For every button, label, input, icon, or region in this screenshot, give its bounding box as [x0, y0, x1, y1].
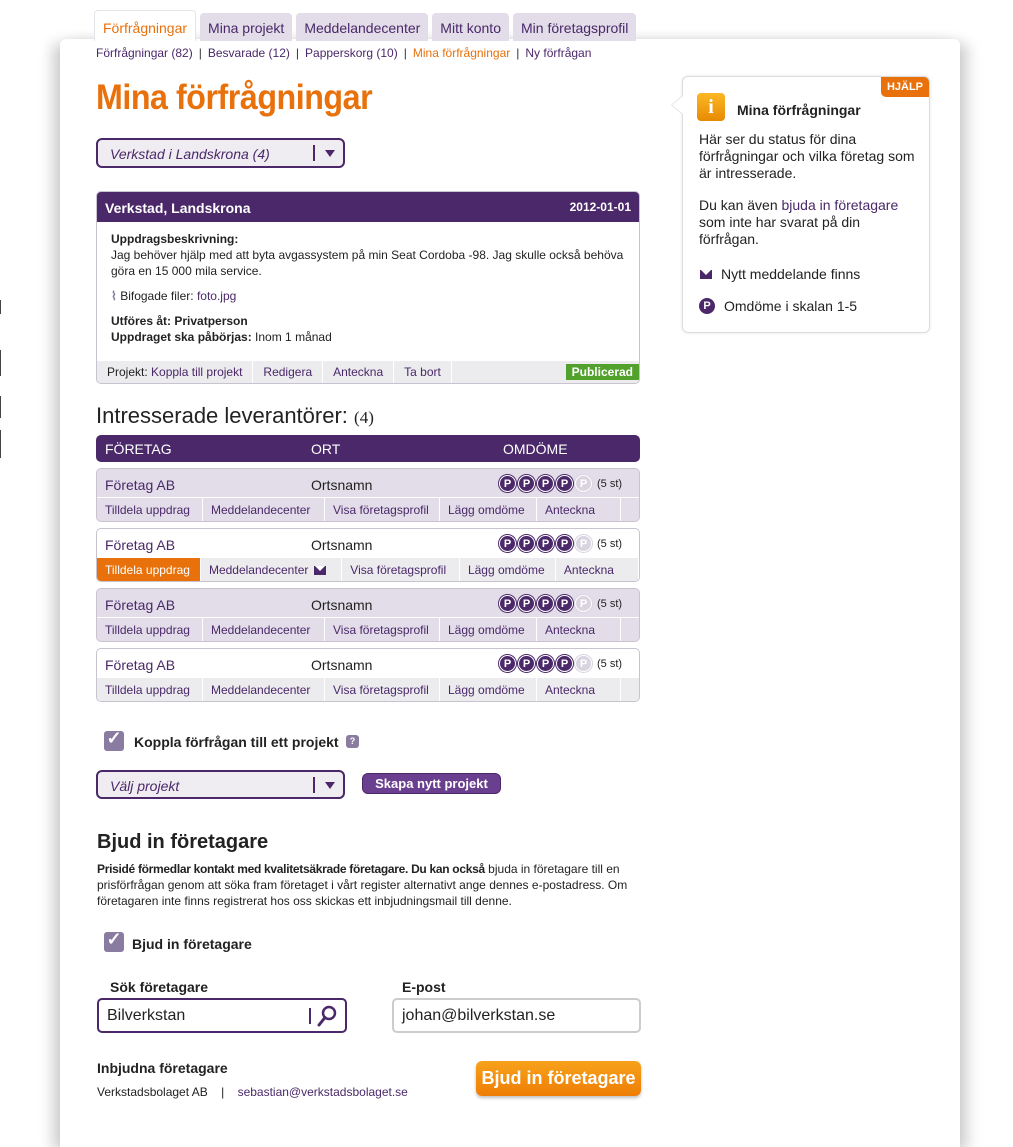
tab-min-foretagsprofil[interactable]: Min företagsprofil — [513, 13, 636, 41]
request-date: 2012-01-01 — [569, 200, 631, 214]
message-center-button[interactable] — [203, 678, 325, 701]
envelope-icon — [700, 270, 712, 279]
info-icon: i — [697, 93, 725, 121]
link-project-link[interactable]: Koppla till projekt — [151, 365, 243, 379]
supplier-company-link[interactable]: Företag AB — [105, 657, 176, 673]
column-rating: OMDÖME — [503, 441, 568, 457]
project-select-value: Välj projekt — [110, 778, 180, 794]
rating-count: (5 st) — [597, 658, 623, 670]
view-profile-button-label: Visa företagsprofil — [333, 503, 429, 517]
view-profile-button[interactable] — [325, 618, 440, 641]
search-input[interactable] — [97, 998, 347, 1033]
supplier-company-link[interactable]: Företag AB — [105, 537, 176, 553]
add-rating-button[interactable] — [440, 618, 537, 641]
help-para2-after: som inte har svarat på din förfrågan. — [699, 214, 861, 247]
request-select-value: Verkstad i Landskrona (4) — [110, 146, 270, 162]
add-rating-button-label: Lägg omdöme — [467, 563, 545, 577]
message-center-button[interactable] — [203, 498, 325, 521]
checkmark-icon: ✓ — [106, 929, 122, 949]
note-button[interactable] — [556, 558, 639, 581]
message-center-button-label: Meddelandecenter — [208, 563, 309, 577]
request-title: Verkstad, Landskrona — [105, 200, 251, 216]
note-button[interactable] — [537, 498, 621, 521]
paperclip-icon: ⌇ — [111, 289, 117, 303]
table-row — [96, 648, 640, 702]
help-box — [682, 76, 930, 333]
edit-button[interactable]: Redigera — [253, 361, 323, 383]
supplier-rating — [499, 595, 592, 612]
start-row — [111, 329, 625, 345]
rating-p-icon: P — [575, 655, 592, 672]
performed-for-label: Utföres åt: — [111, 314, 172, 328]
invited-email-link[interactable]: sebastian@verkstadsbolaget.se — [237, 1085, 408, 1099]
email-field-value: johan@bilverkstan.se — [402, 1007, 556, 1024]
link-project-label: Koppla förfrågan till ett projekt — [134, 734, 339, 750]
supplier-town: Ortsnamn — [311, 657, 373, 673]
attachment-link[interactable]: foto.jpg — [196, 289, 237, 303]
start-value: Inom 1 månad — [255, 330, 332, 344]
rating-p-icon: P — [518, 655, 535, 672]
rating-p-icon: P — [499, 535, 516, 552]
supplier-rating — [499, 475, 592, 492]
help-title: Mina förfrågningar — [737, 102, 861, 118]
assign-button[interactable] — [97, 618, 203, 641]
help-para2-before: Du kan även — [699, 197, 782, 213]
select-divider — [313, 145, 315, 161]
rating-count: (5 st) — [597, 478, 623, 490]
performed-for-value: Privatperson — [174, 314, 248, 328]
rating-p-icon: P — [499, 475, 516, 492]
note-button[interactable] — [537, 678, 621, 701]
invite-description-rest: bjuda in företagare till en prisförfrågan genom att söka fram företaget i vårt register alternativt ange dennes e-postadress. Om företagaren inte finns registrerat hos oss skickas ett inbjudningsmail till denne. — [97, 862, 628, 908]
attachments — [111, 288, 625, 304]
attachments-label: Bifogade filer: — [120, 289, 194, 303]
subnav-mina-forfragningar[interactable]: Mina förfrågningar — [412, 46, 511, 60]
supplier-actions — [97, 557, 639, 581]
supplier-town: Ortsnamn — [311, 477, 373, 493]
subnav-papperskorg[interactable]: Papperskorg (10) — [305, 46, 398, 60]
select-divider — [313, 777, 315, 793]
rating-p-icon: P — [499, 595, 516, 612]
message-center-button-label: Meddelandecenter — [211, 623, 311, 637]
subnav-forfragningar[interactable]: Förfrågningar (82) — [96, 46, 193, 60]
assign-button[interactable] — [97, 678, 203, 701]
project-cell — [97, 361, 253, 383]
suppliers-table-header — [96, 435, 640, 462]
chevron-down-icon — [325, 782, 335, 789]
view-profile-button[interactable] — [342, 558, 460, 581]
assign-button-label: Tilldela uppdrag — [105, 683, 190, 697]
subnav-ny-forfragan[interactable]: Ny förfrågan — [525, 46, 592, 60]
email-label: E-post — [402, 979, 446, 995]
create-project-button[interactable]: Skapa nytt projekt — [362, 773, 501, 794]
rating-p-icon: P — [537, 595, 554, 612]
table-row — [96, 588, 640, 642]
suppliers-count: (4) — [354, 408, 374, 427]
rating-p-icon: P — [537, 475, 554, 492]
rating-count: (5 st) — [597, 538, 623, 550]
rating-count: (5 st) — [597, 598, 623, 610]
view-profile-button-label: Visa företagsprofil — [350, 563, 447, 577]
assign-button[interactable] — [97, 498, 203, 521]
page-title: Mina förfrågningar — [96, 78, 373, 117]
supplier-actions — [97, 677, 639, 701]
message-center-button-label: Meddelandecenter — [211, 503, 311, 517]
add-rating-button-label: Lägg omdöme — [448, 623, 525, 637]
rating-p-icon: P — [518, 595, 535, 612]
search-label: Sök företagare — [110, 979, 209, 995]
request-card-body — [97, 222, 639, 354]
note-button-label: Anteckna — [563, 563, 614, 577]
delete-button[interactable]: Ta bort — [394, 361, 452, 383]
message-center-button-label: Meddelandecenter — [211, 683, 311, 697]
tab-forfragningar[interactable]: Förfrågningar — [94, 10, 196, 41]
rating-p-icon: P — [699, 298, 715, 314]
assign-button-label: Tilldela uppdrag — [105, 623, 190, 637]
add-rating-button[interactable] — [460, 558, 556, 581]
sub-navigation: Förfrågningar (82) | Besvarade (12) | Papperskorg (10) | Mina förfrågningar | Ny förfrågan — [96, 46, 592, 60]
column-town: ORT — [311, 441, 341, 457]
add-rating-button-label: Lägg omdöme — [448, 683, 525, 697]
description-text: Jag behöver hjälp med att byta avgassystem på min Seat Cordoba -98. Jag skulle också behöva göra en 15 000 mila service. — [111, 248, 624, 278]
legend-rating-text: Omdöme i skalan 1-5 — [724, 298, 858, 314]
supplier-rating — [499, 655, 592, 672]
rating-p-icon: P — [518, 475, 535, 492]
request-card — [96, 191, 640, 384]
view-profile-button[interactable] — [325, 678, 440, 701]
suppliers-heading-text: Intresserade leverantörer: — [96, 403, 348, 428]
note-button[interactable]: Anteckna — [323, 361, 394, 383]
note-button-label: Anteckna — [545, 683, 596, 697]
message-center-button[interactable] — [203, 618, 325, 641]
performed-for — [111, 313, 625, 329]
request-card-header — [97, 192, 639, 222]
rating-p-icon: P — [537, 655, 554, 672]
rating-p-icon: P — [575, 595, 592, 612]
note-button[interactable] — [537, 618, 621, 641]
help-notch — [671, 95, 683, 115]
invited-entry — [97, 1085, 408, 1099]
chevron-down-icon — [325, 150, 335, 157]
rating-p-icon: P — [518, 535, 535, 552]
status-badge: Publicerad — [566, 364, 639, 380]
assign-button[interactable] — [97, 558, 201, 581]
project-select[interactable] — [96, 770, 345, 799]
tab-mina-projekt[interactable]: Mina projekt — [200, 13, 292, 41]
tab-mitt-konto[interactable]: Mitt konto — [432, 13, 509, 41]
add-rating-button[interactable] — [440, 678, 537, 701]
project-label: Projekt: — [107, 365, 148, 379]
rating-p-icon: P — [499, 655, 516, 672]
start-label: Uppdraget ska påbörjas: — [111, 330, 252, 344]
supplier-actions — [97, 617, 639, 641]
supplier-town: Ortsnamn — [311, 537, 373, 553]
table-row — [96, 528, 640, 582]
rating-p-icon: P — [556, 595, 573, 612]
column-company: FÖRETAG — [105, 441, 172, 457]
supplier-actions — [97, 497, 639, 521]
invited-heading: Inbjudna företagare — [97, 1060, 228, 1076]
rating-p-icon: P — [556, 655, 573, 672]
supplier-company-link[interactable]: Företag AB — [105, 597, 176, 613]
search-icon[interactable] — [317, 1005, 337, 1027]
add-rating-button[interactable] — [440, 498, 537, 521]
rating-p-icon: P — [575, 535, 592, 552]
invited-company: Verkstadsbolaget AB — [97, 1085, 208, 1099]
main-tabs — [94, 10, 636, 40]
help-paragraph-2 — [699, 197, 919, 248]
email-field[interactable] — [392, 998, 641, 1033]
view-profile-button-label: Visa företagsprofil — [333, 623, 429, 637]
rating-p-icon: P — [537, 535, 554, 552]
request-select[interactable] — [96, 138, 345, 168]
view-profile-button[interactable] — [325, 498, 440, 521]
invite-heading: Bjud in företagare — [97, 831, 269, 853]
help-invite-link[interactable]: bjuda in företagare — [781, 197, 899, 213]
request-card-actions — [97, 361, 639, 383]
help-paragraph-1: Här ser du status för dina förfrågningar och vilka företag som är intresserade. — [699, 131, 915, 181]
note-button-label: Anteckna — [545, 623, 596, 637]
subnav-besvarade[interactable]: Besvarade (12) — [207, 46, 290, 60]
search-input-value: Bilverkstan — [107, 1007, 186, 1024]
add-rating-button-label: Lägg omdöme — [448, 503, 525, 517]
invite-checkbox-label: Bjud in företagare — [132, 936, 252, 952]
invite-description — [97, 861, 647, 909]
message-center-button[interactable] — [201, 558, 342, 581]
invite-description-bold: Prisidé förmedlar kontakt med kvalitetsäkrade företagare. Du kan också — [97, 862, 485, 876]
link-project-checkbox[interactable] — [104, 728, 124, 751]
legend-message — [699, 266, 860, 282]
description-label: Uppdragsbeskrivning: — [111, 232, 239, 246]
table-row — [96, 468, 640, 522]
assign-button-label: Tilldela uppdrag — [105, 563, 190, 577]
rating-p-icon: P — [556, 475, 573, 492]
rating-p-icon: P — [575, 475, 592, 492]
supplier-rating — [499, 535, 592, 552]
invite-checkbox[interactable] — [104, 929, 124, 952]
invited-separator: | — [221, 1085, 225, 1099]
note-button-label: Anteckna — [545, 503, 596, 517]
question-icon[interactable]: ? — [346, 735, 359, 748]
search-divider — [309, 1008, 311, 1024]
suppliers-heading — [96, 403, 374, 429]
supplier-town: Ortsnamn — [311, 597, 373, 613]
assign-button-label: Tilldela uppdrag — [105, 503, 190, 517]
legend-rating — [699, 298, 857, 314]
checkmark-icon: ✓ — [106, 728, 122, 748]
help-badge[interactable]: HJÄLP — [881, 77, 929, 97]
invite-submit-button[interactable]: Bjud in företagare — [476, 1061, 641, 1096]
tab-meddelandecenter[interactable]: Meddelandecenter — [296, 13, 428, 41]
view-profile-button-label: Visa företagsprofil — [333, 683, 429, 697]
legend-message-text: Nytt meddelande finns — [721, 266, 861, 282]
rating-p-icon: P — [556, 535, 573, 552]
supplier-company-link[interactable]: Företag AB — [105, 477, 176, 493]
envelope-icon — [314, 566, 326, 575]
